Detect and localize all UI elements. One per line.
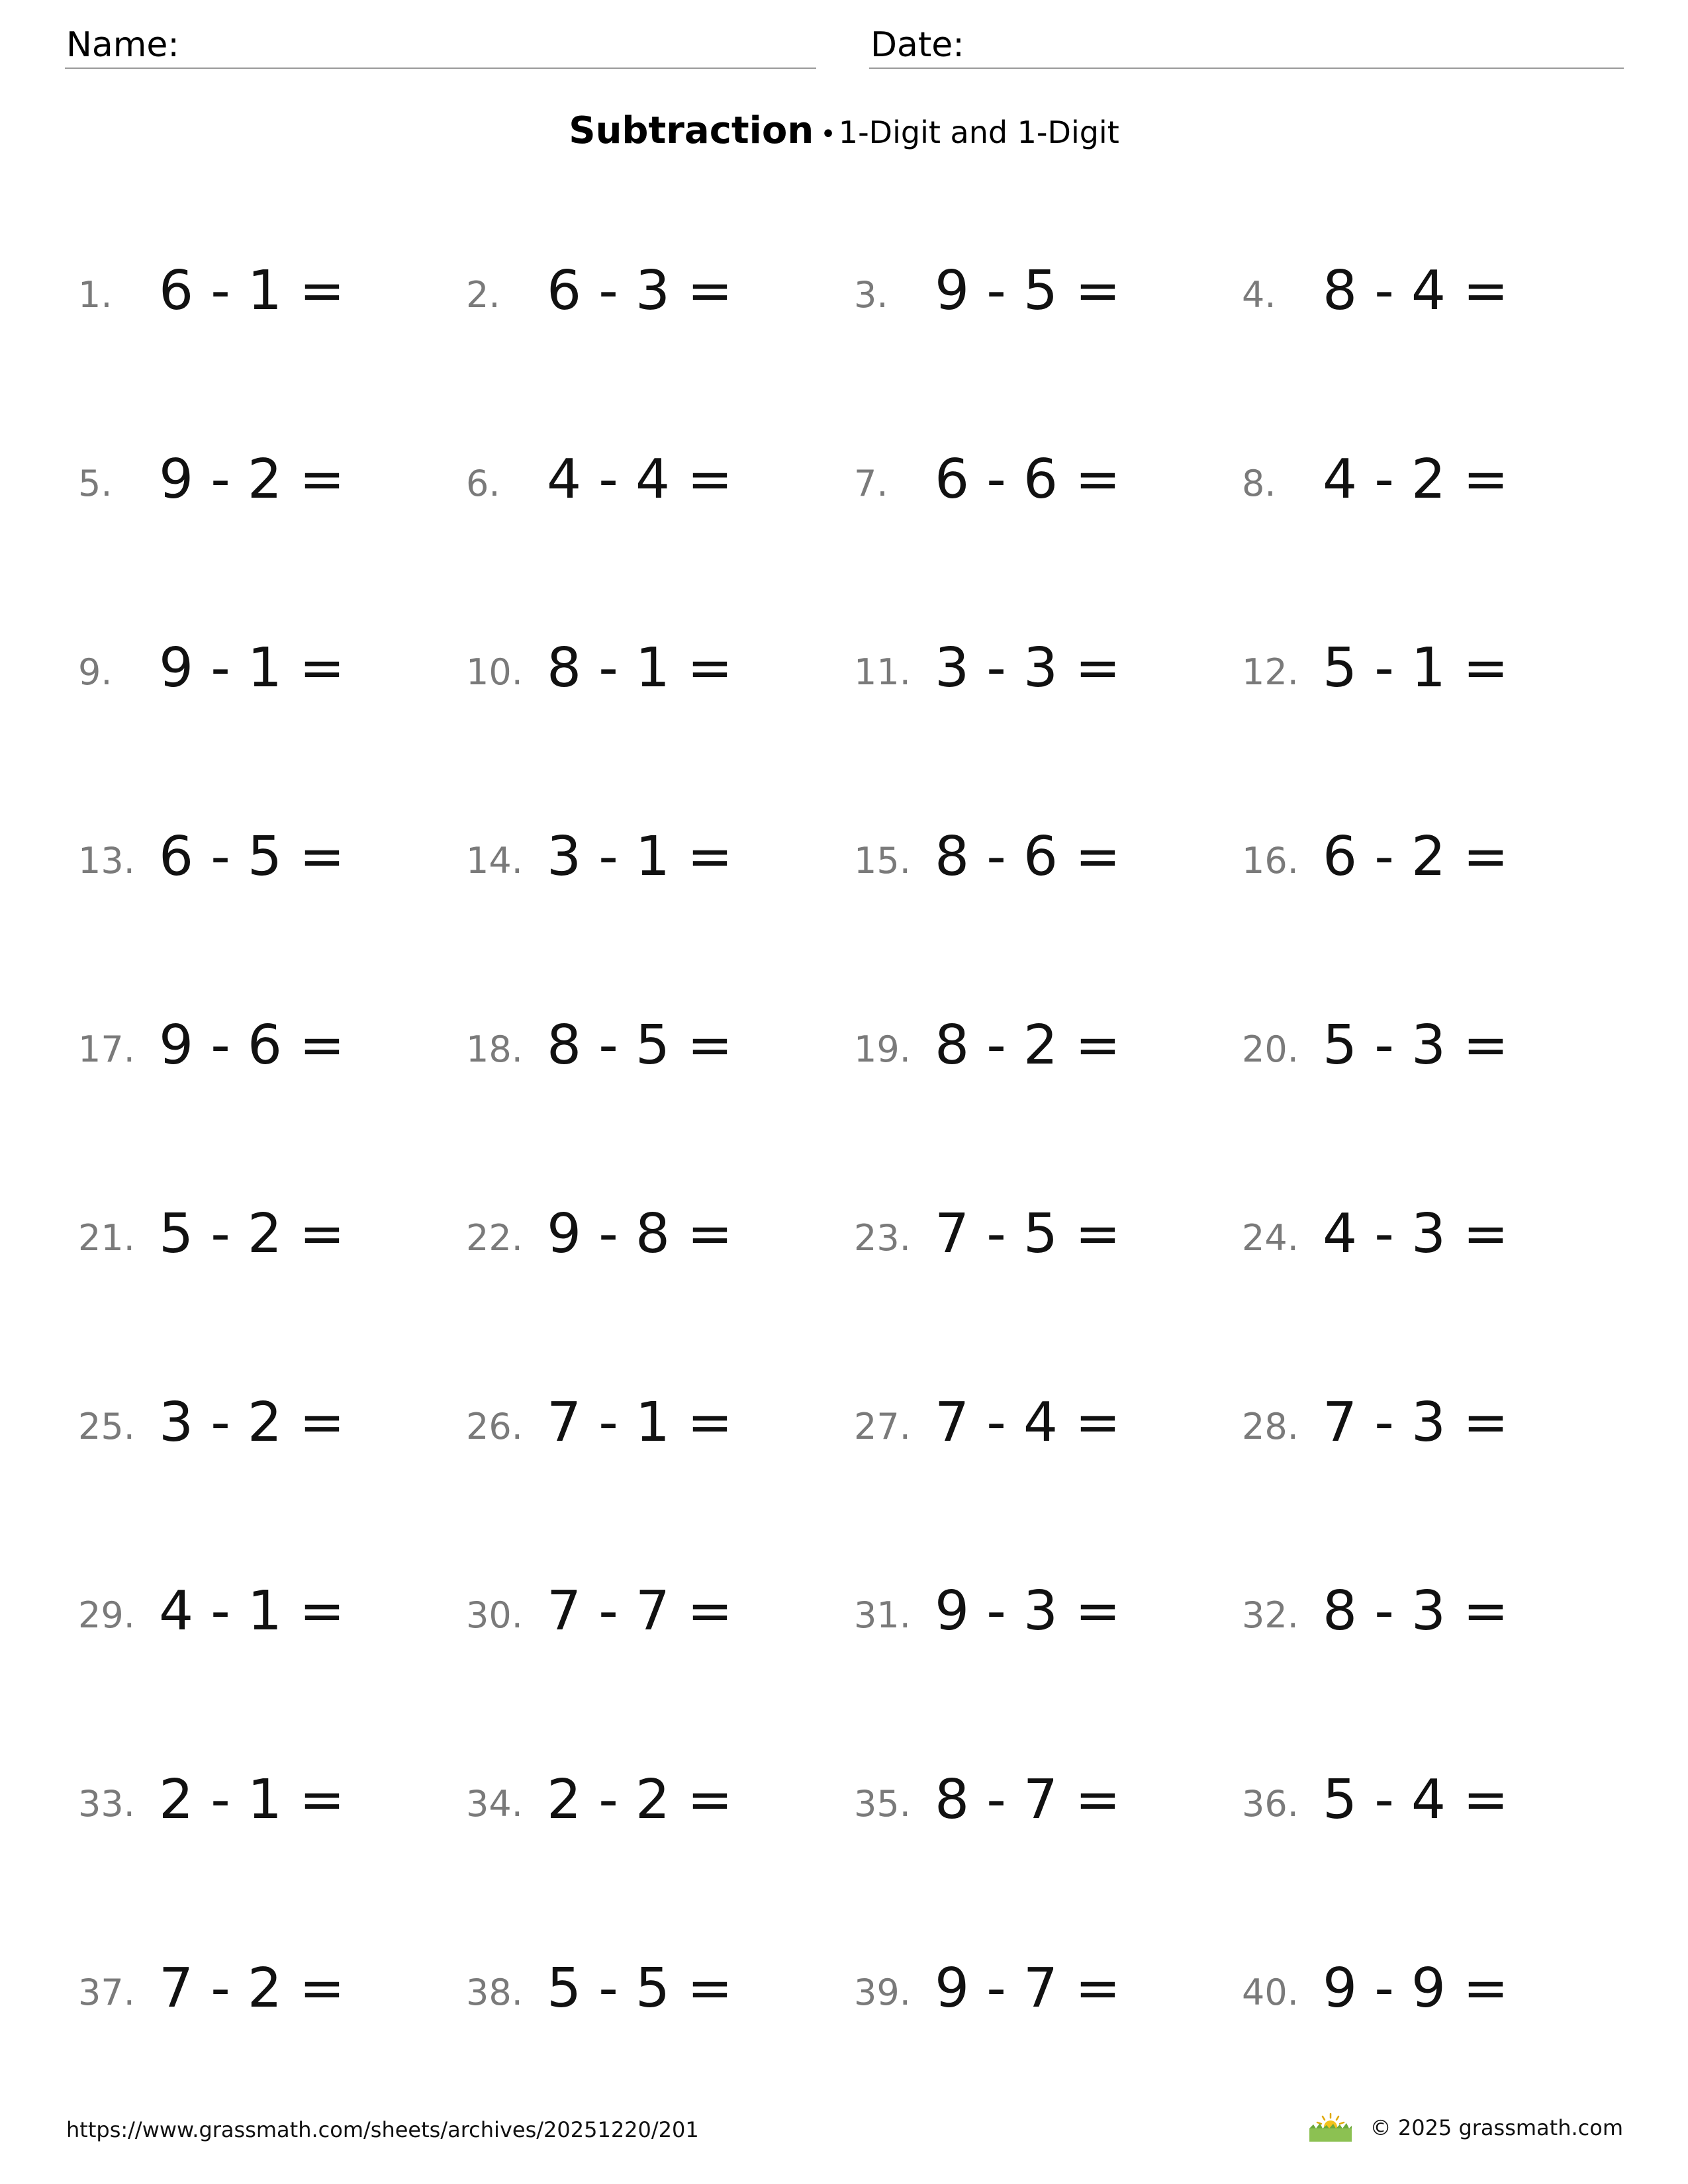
problem-expression: 8 - 6 = — [935, 825, 1121, 888]
problem-expression: 6 - 5 = — [159, 825, 345, 888]
problem-number: 8. — [1242, 463, 1276, 504]
problem-expression: 5 - 4 = — [1323, 1768, 1509, 1831]
problem-expression: 9 - 7 = — [935, 1957, 1121, 2020]
name-label: Name: — [66, 25, 179, 65]
problem-number: 11. — [854, 651, 911, 693]
title-main: Subtraction — [569, 109, 814, 152]
problem-number: 17. — [78, 1028, 135, 1070]
problem-expression: 3 - 3 = — [935, 637, 1121, 700]
problem-expression: 9 - 5 = — [935, 259, 1121, 322]
problem-number: 21. — [78, 1217, 135, 1259]
grass-sun-logo-icon — [1308, 2113, 1353, 2143]
problem-number: 37. — [78, 1972, 135, 2013]
problem-number: 34. — [466, 1783, 523, 1825]
problem-number: 18. — [466, 1028, 523, 1070]
problem-expression: 4 - 1 = — [159, 1580, 345, 1643]
problem-expression: 6 - 1 = — [159, 259, 345, 322]
problem-number: 7. — [854, 463, 888, 504]
problem-number: 6. — [466, 463, 500, 504]
problem-number: 4. — [1242, 274, 1276, 316]
problem-expression: 5 - 5 = — [547, 1957, 733, 2020]
problem-number: 29. — [78, 1594, 135, 1636]
problem-expression: 9 - 2 = — [159, 448, 345, 511]
problem-expression: 3 - 2 = — [159, 1391, 345, 1454]
problem-expression: 9 - 3 = — [935, 1580, 1121, 1643]
problem-number: 13. — [78, 840, 135, 882]
problem-number: 25. — [78, 1406, 135, 1447]
problem-expression: 5 - 3 = — [1323, 1014, 1509, 1077]
problem-expression: 5 - 2 = — [159, 1203, 345, 1265]
problem-expression: 3 - 1 = — [547, 825, 733, 888]
copyright-text: © 2025 grassmath.com — [1370, 2115, 1623, 2140]
title-subtitle: 1-Digit and 1-Digit — [838, 114, 1119, 150]
problem-expression: 5 - 1 = — [1323, 637, 1509, 700]
problem-expression: 2 - 2 = — [547, 1768, 733, 1831]
problem-number: 2. — [466, 274, 500, 316]
problem-expression: 7 - 1 = — [547, 1391, 733, 1454]
problem-number: 40. — [1242, 1972, 1299, 2013]
problem-expression: 9 - 6 = — [159, 1014, 345, 1077]
problem-number: 31. — [854, 1594, 911, 1636]
problem-expression: 8 - 3 = — [1323, 1580, 1509, 1643]
problem-number: 15. — [854, 840, 911, 882]
problem-number: 1. — [78, 274, 113, 316]
problem-expression: 4 - 2 = — [1323, 448, 1509, 511]
problem-number: 33. — [78, 1783, 135, 1825]
problem-number: 3. — [854, 274, 888, 316]
problem-expression: 6 - 2 = — [1323, 825, 1509, 888]
problem-number: 20. — [1242, 1028, 1299, 1070]
problem-expression: 8 - 5 = — [547, 1014, 733, 1077]
problem-expression: 4 - 3 = — [1323, 1203, 1509, 1265]
problem-expression: 6 - 3 = — [547, 259, 733, 322]
footer-branding — [1308, 2111, 1623, 2144]
problem-expression: 8 - 1 = — [547, 637, 733, 700]
problem-expression: 8 - 2 = — [935, 1014, 1121, 1077]
problem-expression: 2 - 1 = — [159, 1768, 345, 1831]
problem-expression: 7 - 2 = — [159, 1957, 345, 2020]
footer-url[interactable]: https://www.grassmath.com/sheets/archives/20251220/201 — [66, 2117, 699, 2142]
problem-number: 16. — [1242, 840, 1299, 882]
problem-number: 22. — [466, 1217, 523, 1259]
problem-expression: 7 - 7 = — [547, 1580, 733, 1643]
problem-number: 14. — [466, 840, 523, 882]
problem-expression: 8 - 7 = — [935, 1768, 1121, 1831]
problem-expression: 7 - 5 = — [935, 1203, 1121, 1265]
problem-expression: 7 - 4 = — [935, 1391, 1121, 1454]
problem-number: 28. — [1242, 1406, 1299, 1447]
problem-number: 23. — [854, 1217, 911, 1259]
problem-expression: 4 - 4 = — [547, 448, 733, 511]
title-separator: • — [820, 119, 836, 150]
problem-number: 26. — [466, 1406, 523, 1447]
problem-number: 9. — [78, 651, 113, 693]
problem-number: 35. — [854, 1783, 911, 1825]
problem-number: 5. — [78, 463, 113, 504]
problem-expression: 7 - 3 = — [1323, 1391, 1509, 1454]
problem-expression: 9 - 9 = — [1323, 1957, 1509, 2020]
problem-number: 38. — [466, 1972, 523, 2013]
problem-number: 10. — [466, 651, 523, 693]
problem-number: 19. — [854, 1028, 911, 1070]
problem-number: 39. — [854, 1972, 911, 2013]
problem-expression: 8 - 4 = — [1323, 259, 1509, 322]
problem-expression: 9 - 1 = — [159, 637, 345, 700]
problem-number: 36. — [1242, 1783, 1299, 1825]
problem-expression: 6 - 6 = — [935, 448, 1121, 511]
problem-number: 27. — [854, 1406, 911, 1447]
problem-expression: 9 - 8 = — [547, 1203, 733, 1265]
problem-number: 30. — [466, 1594, 523, 1636]
problem-number: 24. — [1242, 1217, 1299, 1259]
problem-number: 32. — [1242, 1594, 1299, 1636]
date-label: Date: — [870, 25, 964, 65]
problem-number: 12. — [1242, 651, 1299, 693]
